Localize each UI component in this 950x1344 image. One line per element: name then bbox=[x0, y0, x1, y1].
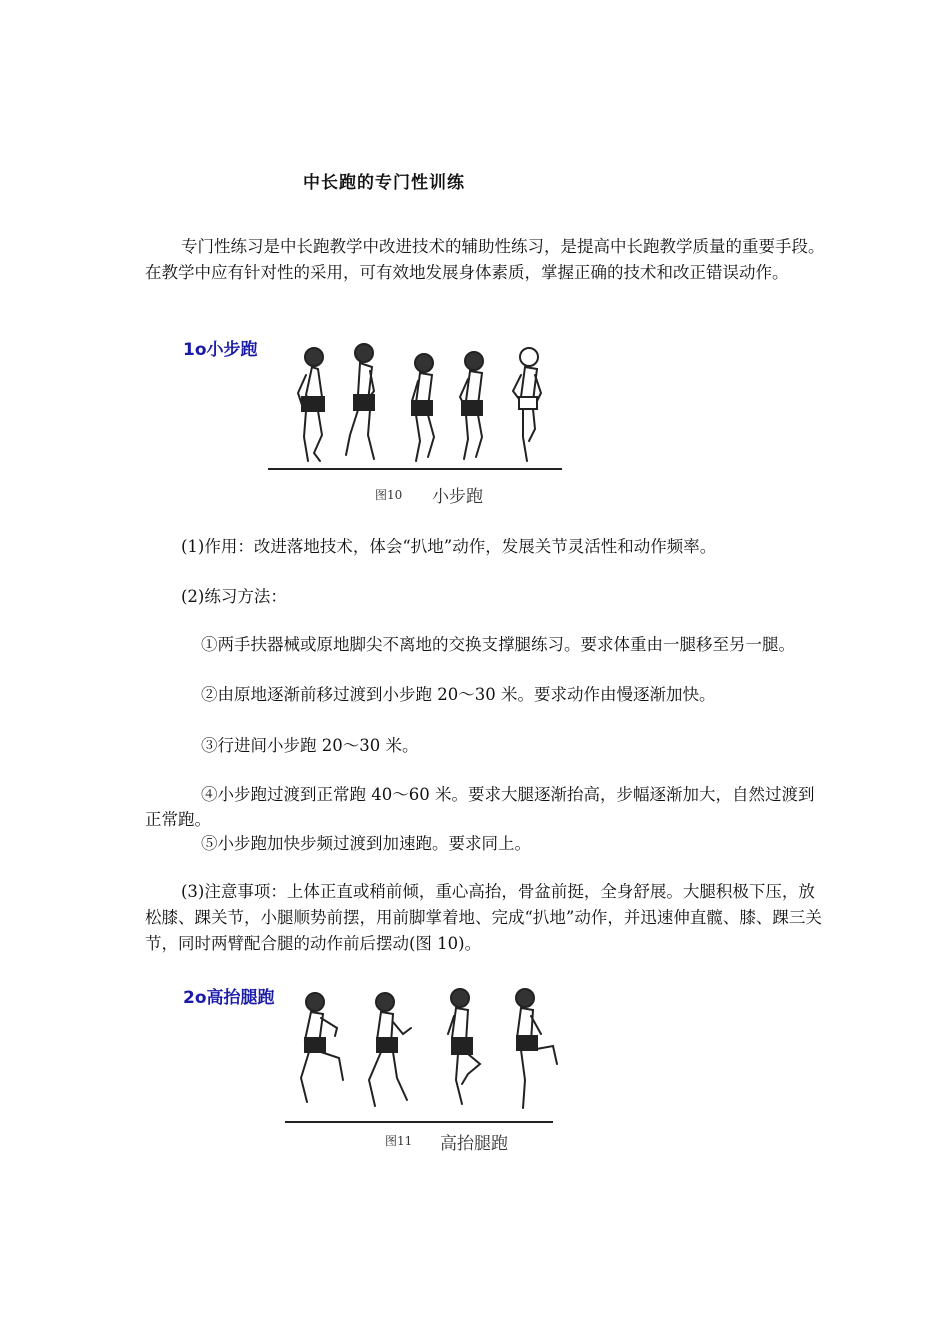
high-knee-run-illustration bbox=[283, 982, 573, 1132]
runner-figure-4 bbox=[516, 989, 557, 1108]
runner-figure-3 bbox=[448, 989, 480, 1104]
runner-figure-1 bbox=[301, 993, 343, 1102]
notes-paragraph: (3)注意事项：上体正直或稍前倾，重心高抬，骨盆前挺，全身舒展。大腿积极下压，放松膝、踝关节，小腿顺势前摆，用前脚掌着地、完成“扒地”动作，并迅速伸直髋、膝、踝三关节，同时两臂配合腿的动作前后摆动(图 10)。 bbox=[145, 882, 822, 953]
section-heading-high-knee-run: 2o高抬腿跑 bbox=[183, 988, 275, 1008]
figure-10-caption: 小步跑 bbox=[432, 487, 483, 507]
figure-10-number: 图10 bbox=[375, 488, 403, 502]
runner-figure-2 bbox=[346, 344, 374, 459]
effect-paragraph: (1)作用：改进落地技术，体会“扒地”动作，发展关节灵活性和动作频率。 bbox=[181, 537, 717, 556]
small-step-run-illustration bbox=[266, 335, 566, 513]
method-item-5: ⑤小步跑加快步频过渡到加速跑。要求同上。 bbox=[201, 834, 531, 853]
section-heading-small-step-run: 1o小步跑 bbox=[183, 340, 258, 360]
figure-11-number: 图11 bbox=[385, 1134, 413, 1148]
method-item-2: ②由原地逐渐前移过渡到小步跑 20～30 米。要求动作由慢逐渐加快。 bbox=[201, 685, 716, 704]
method-item-3: ③行进间小步跑 20～30 米。 bbox=[201, 736, 419, 755]
page-title: 中长跑的专门性训练 bbox=[303, 173, 465, 193]
method-label: (2)练习方法： bbox=[181, 587, 287, 606]
runner-figure-2 bbox=[369, 993, 411, 1106]
method-item-1: ①两手扶器械或原地脚尖不离地的交换支撑腿练习。要求体重由一腿移至另一腿。 bbox=[201, 635, 795, 654]
method-item-4: ④小步跑过渡到正常跑 40～60 米。要求大腿逐渐抬高，步幅逐渐加大，自然过渡到正常跑。 bbox=[145, 785, 815, 829]
runner-figure-4 bbox=[460, 352, 483, 459]
runner-figure-5 bbox=[513, 348, 541, 461]
figure-11-caption: 高抬腿跑 bbox=[440, 1134, 508, 1154]
runner-figure-1 bbox=[298, 348, 324, 461]
runner-figure-3 bbox=[412, 354, 434, 461]
intro-paragraph: 专门性练习是中长跑教学中改进技术的辅助性练习，是提高中长跑教学质量的重要手段。在教学中应有针对性的采用，可有效地发展身体素质，掌握正确的技术和改正错误动作。 bbox=[145, 237, 825, 282]
